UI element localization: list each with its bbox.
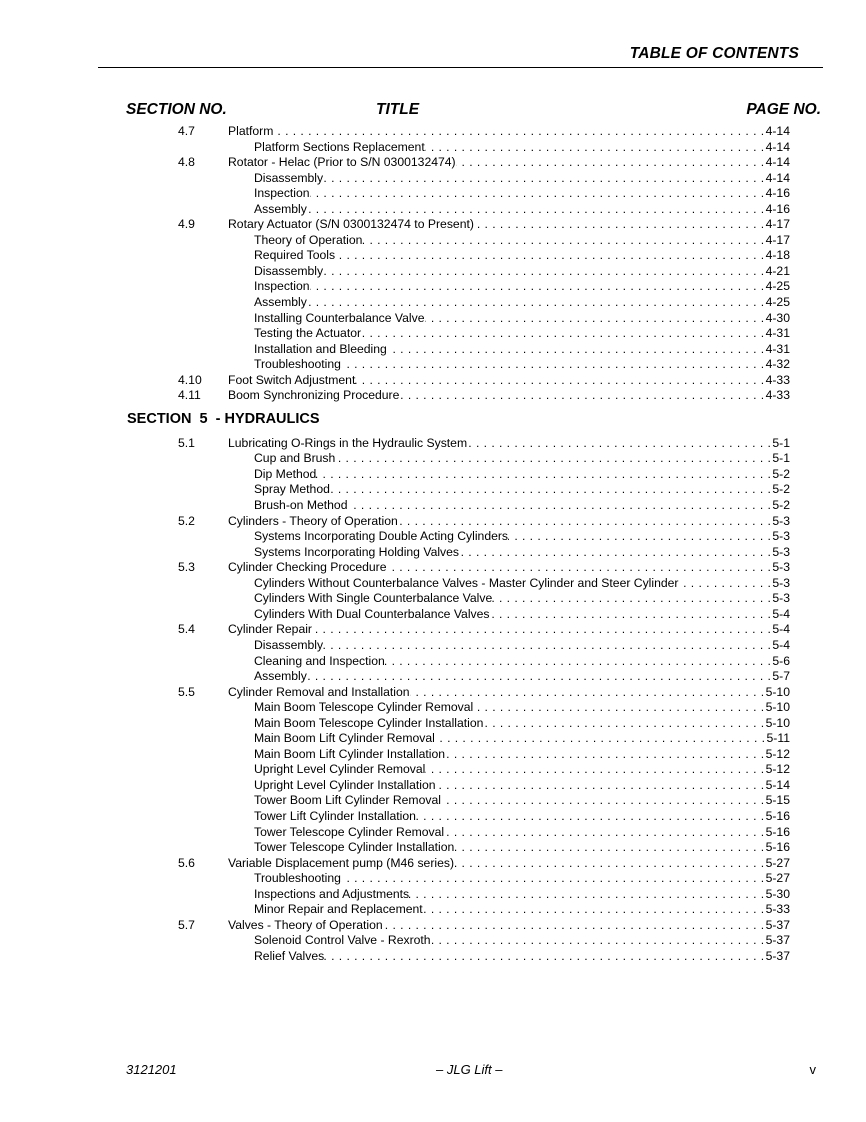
toc-entry-line (228, 388, 790, 404)
toc-entry-page: 4-17 (765, 232, 790, 247)
toc-entry-title: Cylinders Without Counterbalance Valves - Master Cylinder and Steer Cylinder (254, 575, 679, 590)
toc-entry-page: 4-21 (765, 263, 790, 278)
toc-list (0, 124, 866, 964)
toc-entry-line (228, 560, 790, 576)
dot-leader (459, 545, 772, 561)
toc-entry-number: 5.7 (178, 917, 195, 932)
toc-entry-title: Installation and Bleeding (254, 341, 387, 356)
toc-entry-title: Variable Displacement pump (M46 series) (228, 855, 455, 870)
toc-entry (0, 902, 866, 918)
toc-entry-title: Troubleshooting (254, 871, 341, 886)
toc-entry (0, 155, 866, 171)
toc-entry-page: 5-6 (772, 653, 790, 668)
toc-entry-number: 4.11 (178, 388, 201, 403)
toc-entry-title: Lubricating O-Rings in the Hydraulic System (228, 435, 468, 450)
toc-entry-line (228, 155, 790, 171)
toc-entry-line (254, 342, 790, 358)
dot-leader (425, 140, 766, 156)
toc-entry-number: 5.2 (178, 513, 195, 528)
toc-entry-page: 5-14 (765, 777, 790, 792)
toc-entry-title: Valves - Theory of Operation (228, 917, 383, 932)
toc-entry (0, 654, 866, 670)
toc-entry-line (254, 545, 790, 561)
dot-leader (423, 902, 766, 918)
toc-entry-line (254, 747, 790, 763)
toc-entry-title: Installing Counterbalance Valve (254, 310, 425, 325)
toc-entry-title: Disassembly (254, 263, 324, 278)
toc-entry (0, 887, 866, 903)
toc-entry-line (254, 933, 790, 949)
dot-leader (323, 171, 766, 187)
toc-section-heading (0, 410, 866, 434)
toc-entry-line (254, 186, 790, 202)
toc-entry-title: Inspection (254, 186, 310, 201)
toc-entry-page: 4-31 (765, 341, 790, 356)
toc-entry-title: Disassembly (254, 637, 324, 652)
toc-entry-line (254, 809, 790, 825)
dot-leader (387, 342, 766, 358)
toc-entry-line (254, 700, 790, 716)
toc-entry (0, 482, 866, 498)
toc-entry-line (254, 949, 790, 965)
toc-entry-number: 4.8 (178, 155, 195, 170)
dot-leader (323, 264, 766, 280)
toc-entry-page: 5-7 (772, 669, 790, 684)
dot-leader (425, 762, 765, 778)
toc-entry-page: 4-25 (765, 279, 790, 294)
toc-entry-page: 4-33 (765, 388, 790, 403)
toc-entry-number: 5.6 (178, 855, 195, 870)
toc-entry-title: Theory of Operation (254, 232, 363, 247)
toc-entry-page: 5-3 (772, 575, 790, 590)
toc-entry-line (254, 248, 790, 264)
toc-entry-line (228, 436, 790, 452)
toc-entry-title: Cleaning and Inspection (254, 653, 385, 668)
toc-entry (0, 622, 866, 638)
toc-entry-number: 4.10 (178, 372, 202, 387)
toc-entry (0, 918, 866, 934)
toc-entry (0, 669, 866, 685)
toc-entry-page: 5-16 (765, 840, 790, 855)
toc-entry-page: 5-2 (772, 482, 790, 497)
toc-entry (0, 747, 866, 763)
toc-entry-page: 5-12 (765, 746, 790, 761)
dot-leader (508, 529, 772, 545)
toc-entry (0, 202, 866, 218)
dot-leader (492, 591, 772, 607)
dot-leader (474, 217, 766, 233)
toc-entry-title: Cylinder Repair (228, 622, 312, 637)
toc-entry-page: 5-15 (765, 793, 790, 808)
toc-entry (0, 638, 866, 654)
dot-leader (456, 155, 766, 171)
toc-entry-page: 5-27 (765, 871, 790, 886)
dot-leader (335, 451, 772, 467)
toc-entry-page: 5-16 (765, 824, 790, 839)
toc-entry (0, 498, 866, 514)
toc-entry-page: 5-16 (765, 808, 790, 823)
toc-entry-page: 5-12 (765, 762, 790, 777)
toc-entry-title: Upright Level Cylinder Installation (254, 777, 436, 792)
toc-entry-line (228, 622, 790, 638)
toc-entry-line (228, 217, 790, 233)
toc-entry-title: Main Boom Telescope Cylinder Removal (254, 700, 474, 715)
toc-entry-page: 5-10 (765, 684, 790, 699)
toc-entry (0, 342, 866, 358)
toc-entry (0, 295, 866, 311)
toc-entry (0, 840, 866, 856)
toc-entry-line (254, 778, 790, 794)
toc-entry-title: Spray Method (254, 482, 330, 497)
toc-entry (0, 451, 866, 467)
column-header-section: SECTION NO. (126, 101, 227, 118)
toc-entry-page: 5-10 (765, 700, 790, 715)
dot-leader (316, 467, 772, 483)
toc-entry-page: 5-27 (765, 855, 790, 870)
toc-entry-title: Main Boom Lift Cylinder Removal (254, 731, 435, 746)
toc-entry-line (254, 140, 790, 156)
toc-entry-title: Boom Synchronizing Procedure (228, 388, 400, 403)
toc-entry (0, 467, 866, 483)
dot-leader (399, 388, 765, 404)
toc-entry-line (254, 264, 790, 280)
dot-leader (679, 576, 773, 592)
toc-entry (0, 933, 866, 949)
dot-leader (454, 856, 766, 872)
toc-entry (0, 264, 866, 280)
toc-entry-page: 5-4 (772, 637, 790, 652)
toc-entry-line (228, 918, 790, 934)
toc-entry-page: 4-30 (765, 310, 790, 325)
dot-leader (355, 373, 765, 389)
toc-entry-line (254, 498, 790, 514)
toc-entry-number: 5.3 (178, 560, 195, 575)
column-header-title: TITLE (376, 101, 420, 118)
dot-leader (409, 887, 765, 903)
toc-entry (0, 357, 866, 373)
toc-entry-title: Rotary Actuator (S/N 0300132474 to Present) (228, 217, 474, 232)
toc-entry-page: 5-3 (772, 529, 790, 544)
toc-entry-page: 4-18 (765, 248, 790, 263)
toc-entry (0, 373, 866, 389)
toc-entry (0, 825, 866, 841)
toc-entry-number: 5.1 (178, 435, 195, 450)
toc-entry-title: Platform (228, 124, 274, 138)
dot-leader (335, 248, 766, 264)
dot-leader (330, 482, 773, 498)
toc-entry-title: Troubleshooting (254, 357, 341, 372)
dot-leader (441, 793, 766, 809)
toc-entry (0, 700, 866, 716)
toc-entry-line (254, 451, 790, 467)
toc-entry (0, 140, 866, 156)
footer-doc-number: 3121201 (126, 1062, 177, 1077)
toc-entry-page: 5-37 (765, 948, 790, 963)
toc-entry-line (254, 295, 790, 311)
dot-leader (324, 949, 765, 965)
toc-entry-line (254, 576, 790, 592)
toc-entry-title: Rotator - Helac (Prior to S/N 0300132474) (228, 155, 456, 170)
dot-leader (307, 202, 766, 218)
toc-entry-line (254, 202, 790, 218)
toc-entry (0, 186, 866, 202)
toc-entry (0, 762, 866, 778)
toc-entry (0, 871, 866, 887)
toc-entry-title: Dip Method (254, 466, 317, 481)
toc-entry-line (254, 467, 790, 483)
dot-leader (410, 685, 766, 701)
header-rule (98, 67, 823, 68)
toc-entry-title: Minor Repair and Replacement (254, 902, 423, 917)
toc-entry-page: 4-33 (765, 372, 790, 387)
toc-entry-title: Systems Incorporating Double Acting Cylinders (254, 529, 509, 544)
toc-entry-title: Solenoid Control Valve - Rexroth (254, 933, 431, 948)
dot-leader (483, 716, 765, 732)
toc-entry (0, 560, 866, 576)
toc-entry-page: 4-14 (765, 124, 790, 138)
toc-entry (0, 171, 866, 187)
toc-entry-line (254, 871, 790, 887)
toc-entry-line (254, 279, 790, 295)
toc-entry (0, 248, 866, 264)
toc-entry-page: 5-2 (772, 498, 790, 513)
toc-entry (0, 311, 866, 327)
toc-entry-line (254, 638, 790, 654)
footer-page-number: v (809, 1062, 816, 1077)
toc-entry-line (254, 669, 790, 685)
toc-entry-page: 5-11 (766, 731, 790, 746)
toc-entry-line (254, 529, 790, 545)
toc-entry-number: 4.7 (178, 124, 195, 138)
toc-entry-page: 5-33 (765, 902, 790, 917)
toc-entry-title: Main Boom Lift Cylinder Installation (254, 746, 446, 761)
toc-entry-title: Platform Sections Replacement (254, 139, 425, 154)
toc-entry-title: Main Boom Telescope Cylinder Installation (254, 715, 484, 730)
toc-entry-title: Systems Incorporating Holding Valves (254, 544, 460, 559)
toc-entry-page: 4-16 (765, 201, 790, 216)
dot-leader (341, 357, 766, 373)
toc-entry (0, 778, 866, 794)
dot-leader (348, 498, 773, 514)
dot-leader (312, 622, 772, 638)
dot-leader (435, 731, 767, 747)
toc-entry-page: 4-14 (765, 170, 790, 185)
toc-entry-line (254, 762, 790, 778)
toc-entry-title: Required Tools (254, 248, 336, 263)
toc-entry-line (254, 482, 790, 498)
dot-leader (341, 871, 766, 887)
dot-leader (425, 311, 766, 327)
dot-leader (361, 326, 766, 342)
toc-entry-title: Tower Lift Cylinder Installation (254, 808, 416, 823)
dot-leader (444, 825, 765, 841)
toc-entry-title: Inspection (254, 279, 310, 294)
toc-entry-page: 5-3 (772, 513, 790, 528)
toc-entry-title: Tower Boom Lift Cylinder Removal (254, 793, 441, 808)
toc-entry-page: 4-17 (765, 217, 790, 232)
dot-leader (398, 514, 773, 530)
toc-entry-title: Assembly (254, 295, 307, 310)
toc-entry-page: 5-3 (772, 544, 790, 559)
toc-entry-title: Cylinders - Theory of Operation (228, 513, 398, 528)
dot-leader (473, 700, 765, 716)
toc-entry-page: 4-32 (765, 357, 790, 372)
toc-entry-title: Inspections and Adjustments (254, 886, 410, 901)
toc-entry (0, 685, 866, 701)
toc-entry-title: Disassembly (254, 170, 324, 185)
toc-entry-line (254, 731, 790, 747)
toc-entry-page: 4-16 (765, 186, 790, 201)
dot-leader (273, 124, 765, 140)
dot-leader (387, 560, 773, 576)
toc-entry-line (228, 124, 790, 140)
toc-entry (0, 731, 866, 747)
toc-entry-title: Brush-on Method (254, 498, 348, 513)
toc-entry-page: 5-4 (772, 606, 790, 621)
dot-leader (307, 669, 773, 685)
toc-entry-page: 5-37 (765, 917, 790, 932)
toc-entry (0, 576, 866, 592)
toc-entry-number: 5.4 (178, 622, 195, 637)
toc-entry-line (228, 685, 790, 701)
dot-leader (436, 778, 766, 794)
toc-entry (0, 716, 866, 732)
toc-entry-title: Assembly (254, 669, 307, 684)
dot-leader (323, 638, 772, 654)
toc-entry-line (254, 902, 790, 918)
toc-entry (0, 326, 866, 342)
toc-entry (0, 388, 866, 404)
footer-brand: – JLG Lift – (436, 1062, 503, 1077)
toc-entry-title: Cylinders With Dual Counterbalance Valves (254, 606, 490, 621)
toc-entry-page: 5-2 (772, 466, 790, 481)
dot-leader (490, 607, 773, 623)
toc-entry-line (254, 591, 790, 607)
toc-entry (0, 279, 866, 295)
toc-entry (0, 233, 866, 249)
toc-entry (0, 607, 866, 623)
toc-entry (0, 436, 866, 452)
toc-entry-line (254, 357, 790, 373)
toc-entry-line (254, 654, 790, 670)
toc-entry (0, 514, 866, 530)
toc-entry (0, 793, 866, 809)
toc-entry-title: Assembly (254, 201, 307, 216)
toc-entry-title: Tower Telescope Cylinder Removal (254, 824, 445, 839)
dot-leader (467, 436, 772, 452)
toc-entry-page: 5-3 (772, 591, 790, 606)
toc-entry-line (254, 840, 790, 856)
dot-leader (416, 809, 766, 825)
toc-entry (0, 856, 866, 872)
toc-entry-page: 4-14 (765, 155, 790, 170)
toc-entry-line (228, 856, 790, 872)
dot-leader (307, 295, 766, 311)
toc-entry-page: 5-10 (765, 715, 790, 730)
toc-entry-line (254, 887, 790, 903)
toc-entry-page: 5-1 (772, 451, 790, 466)
toc-entry-title: Cup and Brush (254, 451, 336, 466)
toc-entry-line (254, 825, 790, 841)
toc-entry-page: 5-3 (772, 560, 790, 575)
toc-entry-line (228, 514, 790, 530)
toc-entry-title: Foot Switch Adjustment (228, 372, 356, 387)
toc-entry-title: Cylinder Removal and Installation (228, 684, 410, 699)
toc-entry-title: Tower Telescope Cylinder Installation (254, 840, 455, 855)
toc-entry-title: Cylinders With Single Counterbalance Valve (254, 591, 493, 606)
toc-entry-line (254, 171, 790, 187)
toc-entry (0, 809, 866, 825)
toc-entry-page: 5-4 (772, 622, 790, 637)
toc-entry-title: Relief Valves (254, 948, 325, 963)
toc-entry-line (228, 373, 790, 389)
section-heading-title: SECTION 5 - HYDRAULICS (127, 410, 320, 427)
toc-entry-page: 4-14 (765, 139, 790, 154)
toc-entry (0, 529, 866, 545)
toc-entry-number: 5.5 (178, 684, 195, 699)
toc-entry (0, 124, 866, 140)
toc-entry-line (254, 326, 790, 342)
toc-entry-number: 4.9 (178, 217, 195, 232)
toc-entry-title: Upright Level Cylinder Removal (254, 762, 426, 777)
toc-entry (0, 545, 866, 561)
column-header-page: PAGE NO. (746, 101, 821, 118)
toc-entry-line (254, 311, 790, 327)
dot-leader (383, 918, 766, 934)
toc-entry (0, 591, 866, 607)
dot-leader (310, 186, 766, 202)
toc-entry-line (254, 716, 790, 732)
toc-entry-title: Cylinder Checking Procedure (228, 560, 387, 575)
dot-leader (445, 747, 766, 763)
toc-entry-page: 4-31 (765, 326, 790, 341)
dot-leader (431, 933, 766, 949)
dot-leader (362, 233, 765, 249)
toc-entry-line (254, 607, 790, 623)
page-header-title: TABLE OF CONTENTS (629, 45, 799, 62)
toc-entry-page: 4-25 (765, 295, 790, 310)
toc-entry-title: Testing the Actuator (254, 326, 362, 341)
toc-entry (0, 217, 866, 233)
dot-leader (385, 654, 773, 670)
toc-entry (0, 949, 866, 965)
toc-entry-page: 5-1 (772, 435, 790, 450)
dot-leader (454, 840, 765, 856)
dot-leader (310, 279, 766, 295)
toc-entry-page: 5-37 (765, 933, 790, 948)
toc-entry-line (254, 793, 790, 809)
toc-entry-page: 5-30 (765, 886, 790, 901)
toc-entry-line (254, 233, 790, 249)
